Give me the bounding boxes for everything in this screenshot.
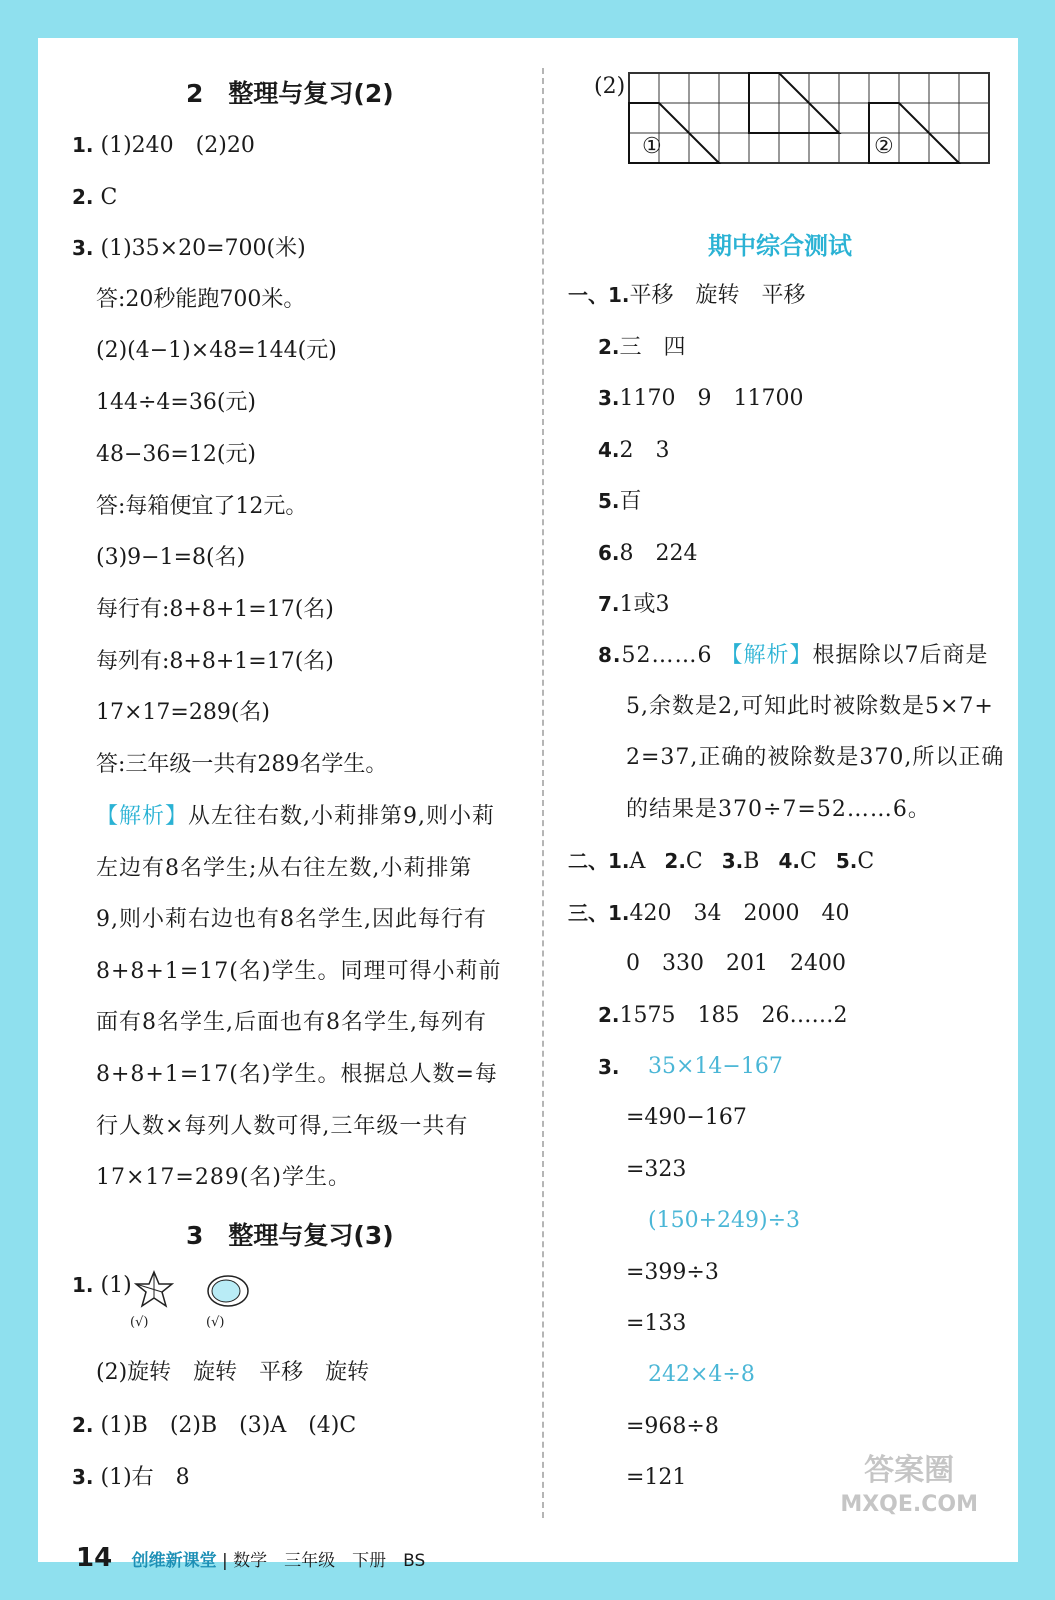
calc-expression: (150+249)÷3 <box>648 1208 801 1233</box>
grid-mark-1: ① <box>642 134 662 159</box>
footer-separator: | <box>222 1551 228 1571</box>
s3-q1-2: (2)旋转 旋转 平移 旋转 <box>96 1360 370 1385</box>
part3-q1: 三、1.420 34 2000 40 <box>568 901 850 926</box>
page-footer <box>76 1543 425 1573</box>
q8-analysis-line: 的结果是370÷7=52……6。 <box>626 797 931 822</box>
s2-q3: 3. (1)35×20=700(米) <box>72 236 306 261</box>
page-number: 14 <box>76 1543 113 1573</box>
analysis-line: 面有8名学生,后面也有8名学生,每列有 <box>96 1010 487 1035</box>
analysis-line: 8+8+1=17(名)学生。同理可得小莉前 <box>96 959 502 984</box>
analysis-line: 17×17=289(名)学生。 <box>96 1165 352 1190</box>
s2-q3-line: 答:每箱便宜了12元。 <box>96 494 308 519</box>
part3-q1-line2: 0 330 201 2400 <box>626 951 846 976</box>
s3-q2: 2. (1)B (2)B (3)A (4)C <box>72 1413 357 1438</box>
analysis-line: 9,则小莉右边也有8名学生,因此每行有 <box>96 907 487 932</box>
answer-page <box>38 38 1018 1573</box>
part3-q3: 3. <box>598 1055 620 1079</box>
s2-q1: 1. (1)240 (2)20 <box>72 133 255 158</box>
analysis-tag: 【解析】 <box>96 804 189 829</box>
analysis-line: 行人数×每列人数可得,三年级一共有 <box>96 1114 469 1139</box>
s2-q3-line: 17×17=289(名) <box>96 700 271 725</box>
calc-step: =133 <box>626 1311 687 1336</box>
calc-expression: 242×4÷8 <box>648 1362 755 1387</box>
analysis-first-line: 【解析】从左往右数,小莉排第9,则小莉 <box>96 804 495 829</box>
p1-item: 2.三 四 <box>598 335 686 360</box>
calc-step: =323 <box>626 1157 687 1182</box>
column-divider <box>542 68 544 1518</box>
calc-step: =399÷3 <box>626 1260 719 1285</box>
watermark: 答案圈 MXQE.COM <box>840 1453 978 1517</box>
s2-q3-line: 答:20秒能跑700米。 <box>96 287 306 312</box>
part2-answers: 二、1.A 2.C 3.B 4.C 5.C <box>568 849 875 874</box>
p1-item: 3.1170 9 11700 <box>598 386 804 411</box>
analysis-line: 8+8+1=17(名)学生。根据总人数=每 <box>96 1062 498 1087</box>
part3-q2: 2.1575 185 26……2 <box>598 1003 848 1028</box>
s2-q3-line: 答:三年级一共有289名学生。 <box>96 752 388 777</box>
p1-item-8: 8.52……6 【解析】根据除以7后商是 <box>598 643 989 668</box>
midterm-title: 期中综合测试 <box>708 232 852 260</box>
s3-q1: 1. (1) <box>72 1273 132 1298</box>
q8-analysis-line: 2=37,正确的被除数是370,所以正确 <box>626 745 1005 770</box>
ellipse-figure <box>206 1274 250 1308</box>
calc-step: =968÷8 <box>626 1414 719 1439</box>
s2-q3-line: 每行有:8+8+1=17(名) <box>96 597 334 622</box>
brand-name: 创维新课堂 <box>131 1551 217 1571</box>
s3-q3: 3. (1)右 8 <box>72 1465 190 1490</box>
pinwheel-figure <box>134 1270 174 1308</box>
section-title-2: 2 整理与复习(2) <box>186 79 394 108</box>
check-mark-1: (√) <box>130 1315 149 1330</box>
grid-figure <box>628 72 992 166</box>
s2-q3-line: (2)(4−1)×48=144(元) <box>96 338 337 363</box>
p1-item: 7.1或3 <box>598 592 670 617</box>
section-title-3: 3 整理与复习(3) <box>186 1221 394 1250</box>
check-mark-2: (√) <box>206 1315 225 1330</box>
p1-item: 4.2 3 <box>598 438 670 463</box>
grid-label: (2) <box>594 74 626 99</box>
footer-info: 数学 三年级 下册 BS <box>233 1551 426 1571</box>
s2-q3-line: 48−36=12(元) <box>96 442 257 467</box>
p1-item: 6.8 224 <box>598 541 698 566</box>
s2-q2: 2. C <box>72 185 118 210</box>
grid-mark-2: ② <box>874 134 894 159</box>
s2-q3-line: 144÷4=36(元) <box>96 390 257 415</box>
calc-expression: 35×14−167 <box>648 1054 783 1079</box>
calc-step: =490−167 <box>626 1105 747 1130</box>
s2-q3-line: (3)9−1=8(名) <box>96 545 246 570</box>
q8-analysis-line: 5,余数是2,可知此时被除数是5×7+ <box>626 694 994 719</box>
p1-item: 一、1.平移 旋转 平移 <box>568 283 806 308</box>
s2-q3-line: 每列有:8+8+1=17(名) <box>96 649 334 674</box>
analysis-line: 左边有8名学生;从右往左数,小莉排第 <box>96 856 473 881</box>
calc-step: =121 <box>626 1465 687 1490</box>
p1-item: 5.百 <box>598 489 642 514</box>
